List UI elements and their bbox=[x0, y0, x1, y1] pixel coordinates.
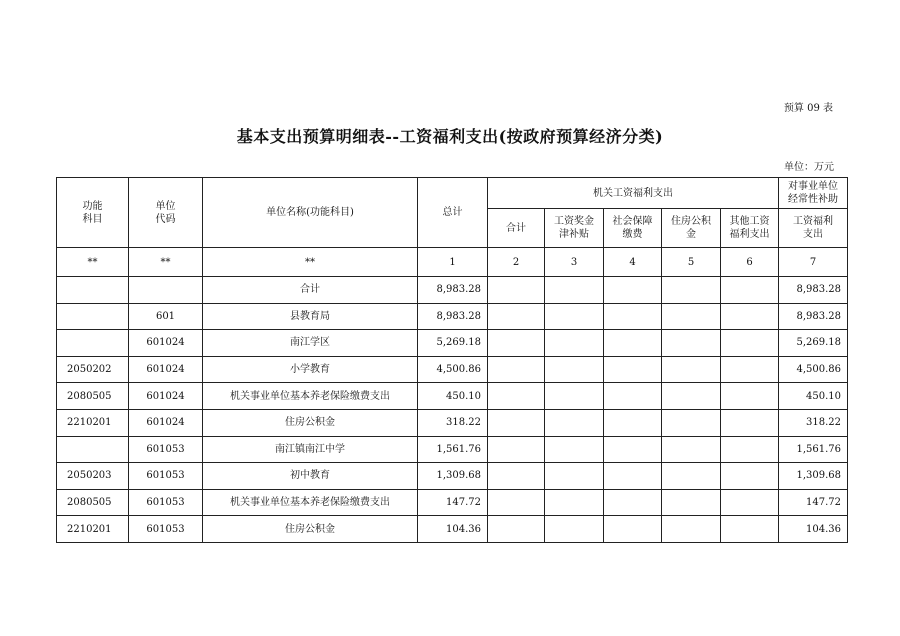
housing-fund-cell bbox=[662, 463, 721, 490]
housing-fund-cell bbox=[662, 356, 721, 383]
other-welfare-cell bbox=[721, 383, 779, 410]
other-welfare-cell bbox=[721, 330, 779, 357]
social-security-cell bbox=[604, 383, 662, 410]
table-row bbox=[57, 436, 848, 463]
func-subject-cell: 2210201 bbox=[57, 409, 129, 436]
header-welfare-spending: 工资福利 支出 bbox=[779, 209, 848, 248]
other-welfare-cell bbox=[721, 436, 779, 463]
unit-name-cell: 县教育局 bbox=[203, 303, 418, 330]
func-subject-cell bbox=[57, 436, 129, 463]
unit-code-cell: 601024 bbox=[129, 409, 203, 436]
table-row bbox=[57, 489, 848, 516]
header-func-subject: 功能 科目 bbox=[57, 178, 129, 248]
housing-fund-cell bbox=[662, 277, 721, 304]
salary-allowance-cell bbox=[545, 383, 604, 410]
subtotal-cell bbox=[488, 383, 545, 410]
social-security-cell bbox=[604, 330, 662, 357]
salary-allowance-cell bbox=[545, 277, 604, 304]
salary-allowance-cell bbox=[545, 463, 604, 490]
func-subject-cell: 2210201 bbox=[57, 516, 129, 543]
subtotal-cell bbox=[488, 330, 545, 357]
unit-name-cell: 机关事业单位基本养老保险缴费支出 bbox=[203, 383, 418, 410]
salary-allowance-cell bbox=[545, 303, 604, 330]
social-security-cell bbox=[604, 436, 662, 463]
unit-label: 单位：万元 bbox=[784, 162, 834, 173]
total-cell: 318.22 bbox=[418, 409, 488, 436]
unit-code-cell bbox=[129, 277, 203, 304]
unit-code-cell: 601024 bbox=[129, 330, 203, 357]
social-security-cell bbox=[604, 277, 662, 304]
welfare-spending-cell: 8,983.28 bbox=[779, 277, 848, 304]
func-subject-cell: 2080505 bbox=[57, 489, 129, 516]
subtotal-cell bbox=[488, 303, 545, 330]
index-cell: ** bbox=[57, 248, 129, 277]
salary-allowance-cell bbox=[545, 489, 604, 516]
table-row bbox=[57, 303, 848, 330]
index-row bbox=[57, 248, 848, 277]
welfare-spending-cell: 104.36 bbox=[779, 516, 848, 543]
header-salary-allowance: 工资奖金 津补贴 bbox=[545, 209, 604, 248]
table-row bbox=[57, 516, 848, 543]
welfare-spending-cell: 147.72 bbox=[779, 489, 848, 516]
unit-name-cell: 住房公积金 bbox=[203, 516, 418, 543]
index-cell: ** bbox=[129, 248, 203, 277]
header-housing-fund: 住房公积 金 bbox=[662, 209, 721, 248]
unit-name-cell: 住房公积金 bbox=[203, 409, 418, 436]
welfare-spending-cell: 1,561.76 bbox=[779, 436, 848, 463]
total-cell: 5,269.18 bbox=[418, 330, 488, 357]
social-security-cell bbox=[604, 516, 662, 543]
social-security-cell bbox=[604, 303, 662, 330]
welfare-spending-cell: 4,500.86 bbox=[779, 356, 848, 383]
social-security-cell bbox=[604, 409, 662, 436]
index-cell: 7 bbox=[779, 248, 848, 277]
func-subject-cell: 2050203 bbox=[57, 463, 129, 490]
index-cell: 6 bbox=[721, 248, 779, 277]
welfare-spending-cell: 5,269.18 bbox=[779, 330, 848, 357]
other-welfare-cell bbox=[721, 463, 779, 490]
social-security-cell bbox=[604, 356, 662, 383]
header-unit-code: 单位 代码 bbox=[129, 178, 203, 248]
salary-allowance-cell bbox=[545, 330, 604, 357]
housing-fund-cell bbox=[662, 330, 721, 357]
form-number: 预算 09 表 bbox=[783, 103, 833, 114]
unit-code-cell: 601024 bbox=[129, 356, 203, 383]
header-social-security: 社会保障 缴费 bbox=[604, 209, 662, 248]
welfare-spending-cell: 8,983.28 bbox=[779, 303, 848, 330]
subtotal-cell bbox=[488, 436, 545, 463]
salary-allowance-cell bbox=[545, 356, 604, 383]
subtotal-cell bbox=[488, 277, 545, 304]
unit-code-cell: 601024 bbox=[129, 383, 203, 410]
social-security-cell bbox=[604, 463, 662, 490]
header-agency-group: 机关工资福利支出 bbox=[488, 178, 779, 209]
housing-fund-cell bbox=[662, 436, 721, 463]
other-welfare-cell bbox=[721, 489, 779, 516]
func-subject-cell bbox=[57, 277, 129, 304]
unit-name-cell: 小学教育 bbox=[203, 356, 418, 383]
unit-code-cell: 601053 bbox=[129, 516, 203, 543]
total-cell: 8,983.28 bbox=[418, 277, 488, 304]
table-row bbox=[57, 383, 848, 410]
unit-name-cell: 机关事业单位基本养老保险缴费支出 bbox=[203, 489, 418, 516]
table-body bbox=[57, 248, 848, 543]
index-cell: 2 bbox=[488, 248, 545, 277]
welfare-spending-cell: 318.22 bbox=[779, 409, 848, 436]
budget-table bbox=[56, 177, 848, 543]
header-total: 总计 bbox=[418, 178, 488, 248]
func-subject-cell: 2050202 bbox=[57, 356, 129, 383]
other-welfare-cell bbox=[721, 516, 779, 543]
unit-name-cell: 南江镇南江中学 bbox=[203, 436, 418, 463]
header-subsidy-group: 对事业单位 经常性补助 bbox=[779, 178, 848, 209]
func-subject-cell bbox=[57, 330, 129, 357]
table-row bbox=[57, 463, 848, 490]
other-welfare-cell bbox=[721, 303, 779, 330]
total-cell: 8,983.28 bbox=[418, 303, 488, 330]
table-row bbox=[57, 409, 848, 436]
header-unit-name: 单位名称(功能科目) bbox=[203, 178, 418, 248]
func-subject-cell bbox=[57, 303, 129, 330]
total-cell: 147.72 bbox=[418, 489, 488, 516]
housing-fund-cell bbox=[662, 303, 721, 330]
total-cell: 1,309.68 bbox=[418, 463, 488, 490]
social-security-cell bbox=[604, 489, 662, 516]
total-cell: 104.36 bbox=[418, 516, 488, 543]
index-cell: 4 bbox=[604, 248, 662, 277]
header-other-welfare: 其他工资 福利支出 bbox=[721, 209, 779, 248]
unit-name-cell: 南江学区 bbox=[203, 330, 418, 357]
housing-fund-cell bbox=[662, 383, 721, 410]
housing-fund-cell bbox=[662, 516, 721, 543]
other-welfare-cell bbox=[721, 409, 779, 436]
subtotal-cell bbox=[488, 516, 545, 543]
total-cell: 1,561.76 bbox=[418, 436, 488, 463]
index-cell: 5 bbox=[662, 248, 721, 277]
page-title: 基本支出预算明细表--工资福利支出(按政府预算经济分类) bbox=[236, 127, 664, 146]
unit-code-cell: 601053 bbox=[129, 463, 203, 490]
housing-fund-cell bbox=[662, 409, 721, 436]
unit-name-cell: 合计 bbox=[203, 277, 418, 304]
welfare-spending-cell: 450.10 bbox=[779, 383, 848, 410]
unit-code-cell: 601053 bbox=[129, 489, 203, 516]
table-row bbox=[57, 277, 848, 304]
subtotal-cell bbox=[488, 489, 545, 516]
unit-code-cell: 601053 bbox=[129, 436, 203, 463]
subtotal-cell bbox=[488, 463, 545, 490]
other-welfare-cell bbox=[721, 277, 779, 304]
unit-code-cell: 601 bbox=[129, 303, 203, 330]
unit-name-cell: 初中教育 bbox=[203, 463, 418, 490]
index-cell: ** bbox=[203, 248, 418, 277]
total-cell: 450.10 bbox=[418, 383, 488, 410]
subtotal-cell bbox=[488, 409, 545, 436]
other-welfare-cell bbox=[721, 356, 779, 383]
header-subtotal: 合计 bbox=[488, 209, 545, 248]
salary-allowance-cell bbox=[545, 516, 604, 543]
salary-allowance-cell bbox=[545, 409, 604, 436]
housing-fund-cell bbox=[662, 489, 721, 516]
salary-allowance-cell bbox=[545, 436, 604, 463]
subtotal-cell bbox=[488, 356, 545, 383]
table-row bbox=[57, 330, 848, 357]
index-cell: 1 bbox=[418, 248, 488, 277]
total-cell: 4,500.86 bbox=[418, 356, 488, 383]
func-subject-cell: 2080505 bbox=[57, 383, 129, 410]
index-cell: 3 bbox=[545, 248, 604, 277]
table-row bbox=[57, 356, 848, 383]
welfare-spending-cell: 1,309.68 bbox=[779, 463, 848, 490]
